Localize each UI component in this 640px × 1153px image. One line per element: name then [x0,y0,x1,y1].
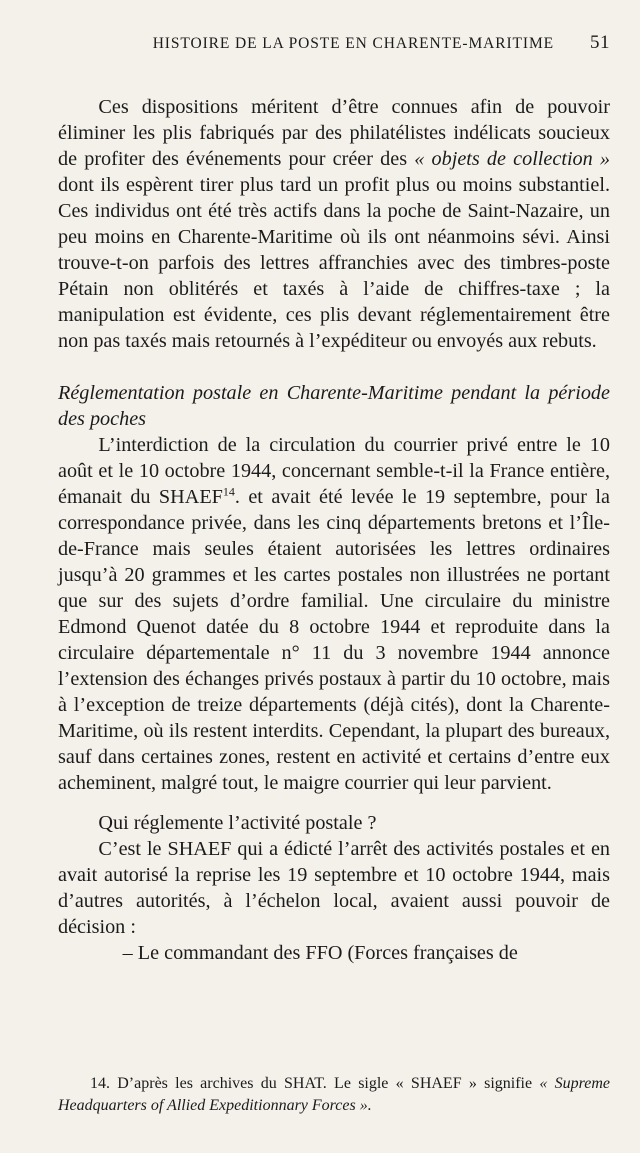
paragraph-5 [58,940,610,966]
paragraph-1-text-a: Ces dispositions méritent d’être connues afin de pouvoir éliminer les plis fabriqués par des philatélistes indélicats soucieux de profiter des événements pour créer des [58,96,610,170]
paragraph-1-text-b: dont ils espèrent tirer plus tard un profit plus ou moins substantiel. Ces individus ont été très actifs dans la poche de Saint-Nazaire, un peu moins en Charente-Maritime où ils ont néanmoins sévi. Ainsi trouve-t-on parfois des lettres affranchies avec des timbres-poste Pétain non oblitérés et taxés à l’aide de chiffres-taxe ; la manipulation est évidente, ces plis devant réglementairement être non pas taxés mais retournés à l’expéditeur ou envoyés aux rebuts. [58,174,610,352]
footnote-reference: 14 [222,484,235,499]
footnote-text-a: D’après les archives du SHAT. Le sigle « SHAEF » signifie [110,1075,540,1092]
running-head-title: HISTOIRE DE LA POSTE EN CHARENTE-MARITIME [152,35,554,52]
footnote-italic: « Supreme Headquarters of Allied Expeditionnary Forces ». [58,1075,611,1114]
footnote [58,1073,610,1117]
paragraph-3: Qui réglemente l’activité postale ? [98,812,377,834]
paragraph-1 [58,94,610,354]
paragraph-2 [58,432,610,796]
page-number: 51 [590,32,610,53]
section-subheading: Réglementation postale en Charente-Maritime pendant la période des poches [58,382,610,430]
paragraph-1-italic: « objets de collection » [414,148,611,170]
paragraph-2-text-b: . et avait été levée le 19 septembre, pour la correspondance privée, dans les cinq départements bretons et l’Île-de-France mais seules étaient autorisées les lettres ordinaires jusqu’à 20 grammes et les cartes postales non illustrées ne portant que sur des sujets d’ordre familial. Une circulaire du ministre Edmond Quenot datée du 8 octobre 1944 et reproduite dans la circulaire départementale n° 11 du 3 novembre 1944 annonce l’extension des échanges privés postaux à partir du 10 octobre, mais à l’exception de treize départements (déjà cités), dont la Charente-Maritime, où ils restent interdits. Cependant, la plupart des bureaux, sauf dans certaines zones, restent en activité et certains d’entre eux acheminent, malgré tout, le maigre courrier qui leur parvient. [58,486,610,794]
paragraph-5-text: – Le commandant des FFO (Forces françaises de [122,942,518,964]
running-head [58,32,610,56]
paragraph-4: C’est le SHAEF qui a édicté l’arrêt des activités postales et en avait autorisé la reprise les 19 septembre et 10 octobre 1944, mais d’autres autorités, à l’échelon local, avaient aussi pouvoir de décision : [58,838,610,938]
paragraph-2-text-a: L’interdiction de la circulation du courrier privé entre le 10 août et le 10 octobre 1944, concernant semble-t-il la France entière, émanait du SHAEF [58,434,610,508]
footnote-number: 14. [90,1075,110,1092]
